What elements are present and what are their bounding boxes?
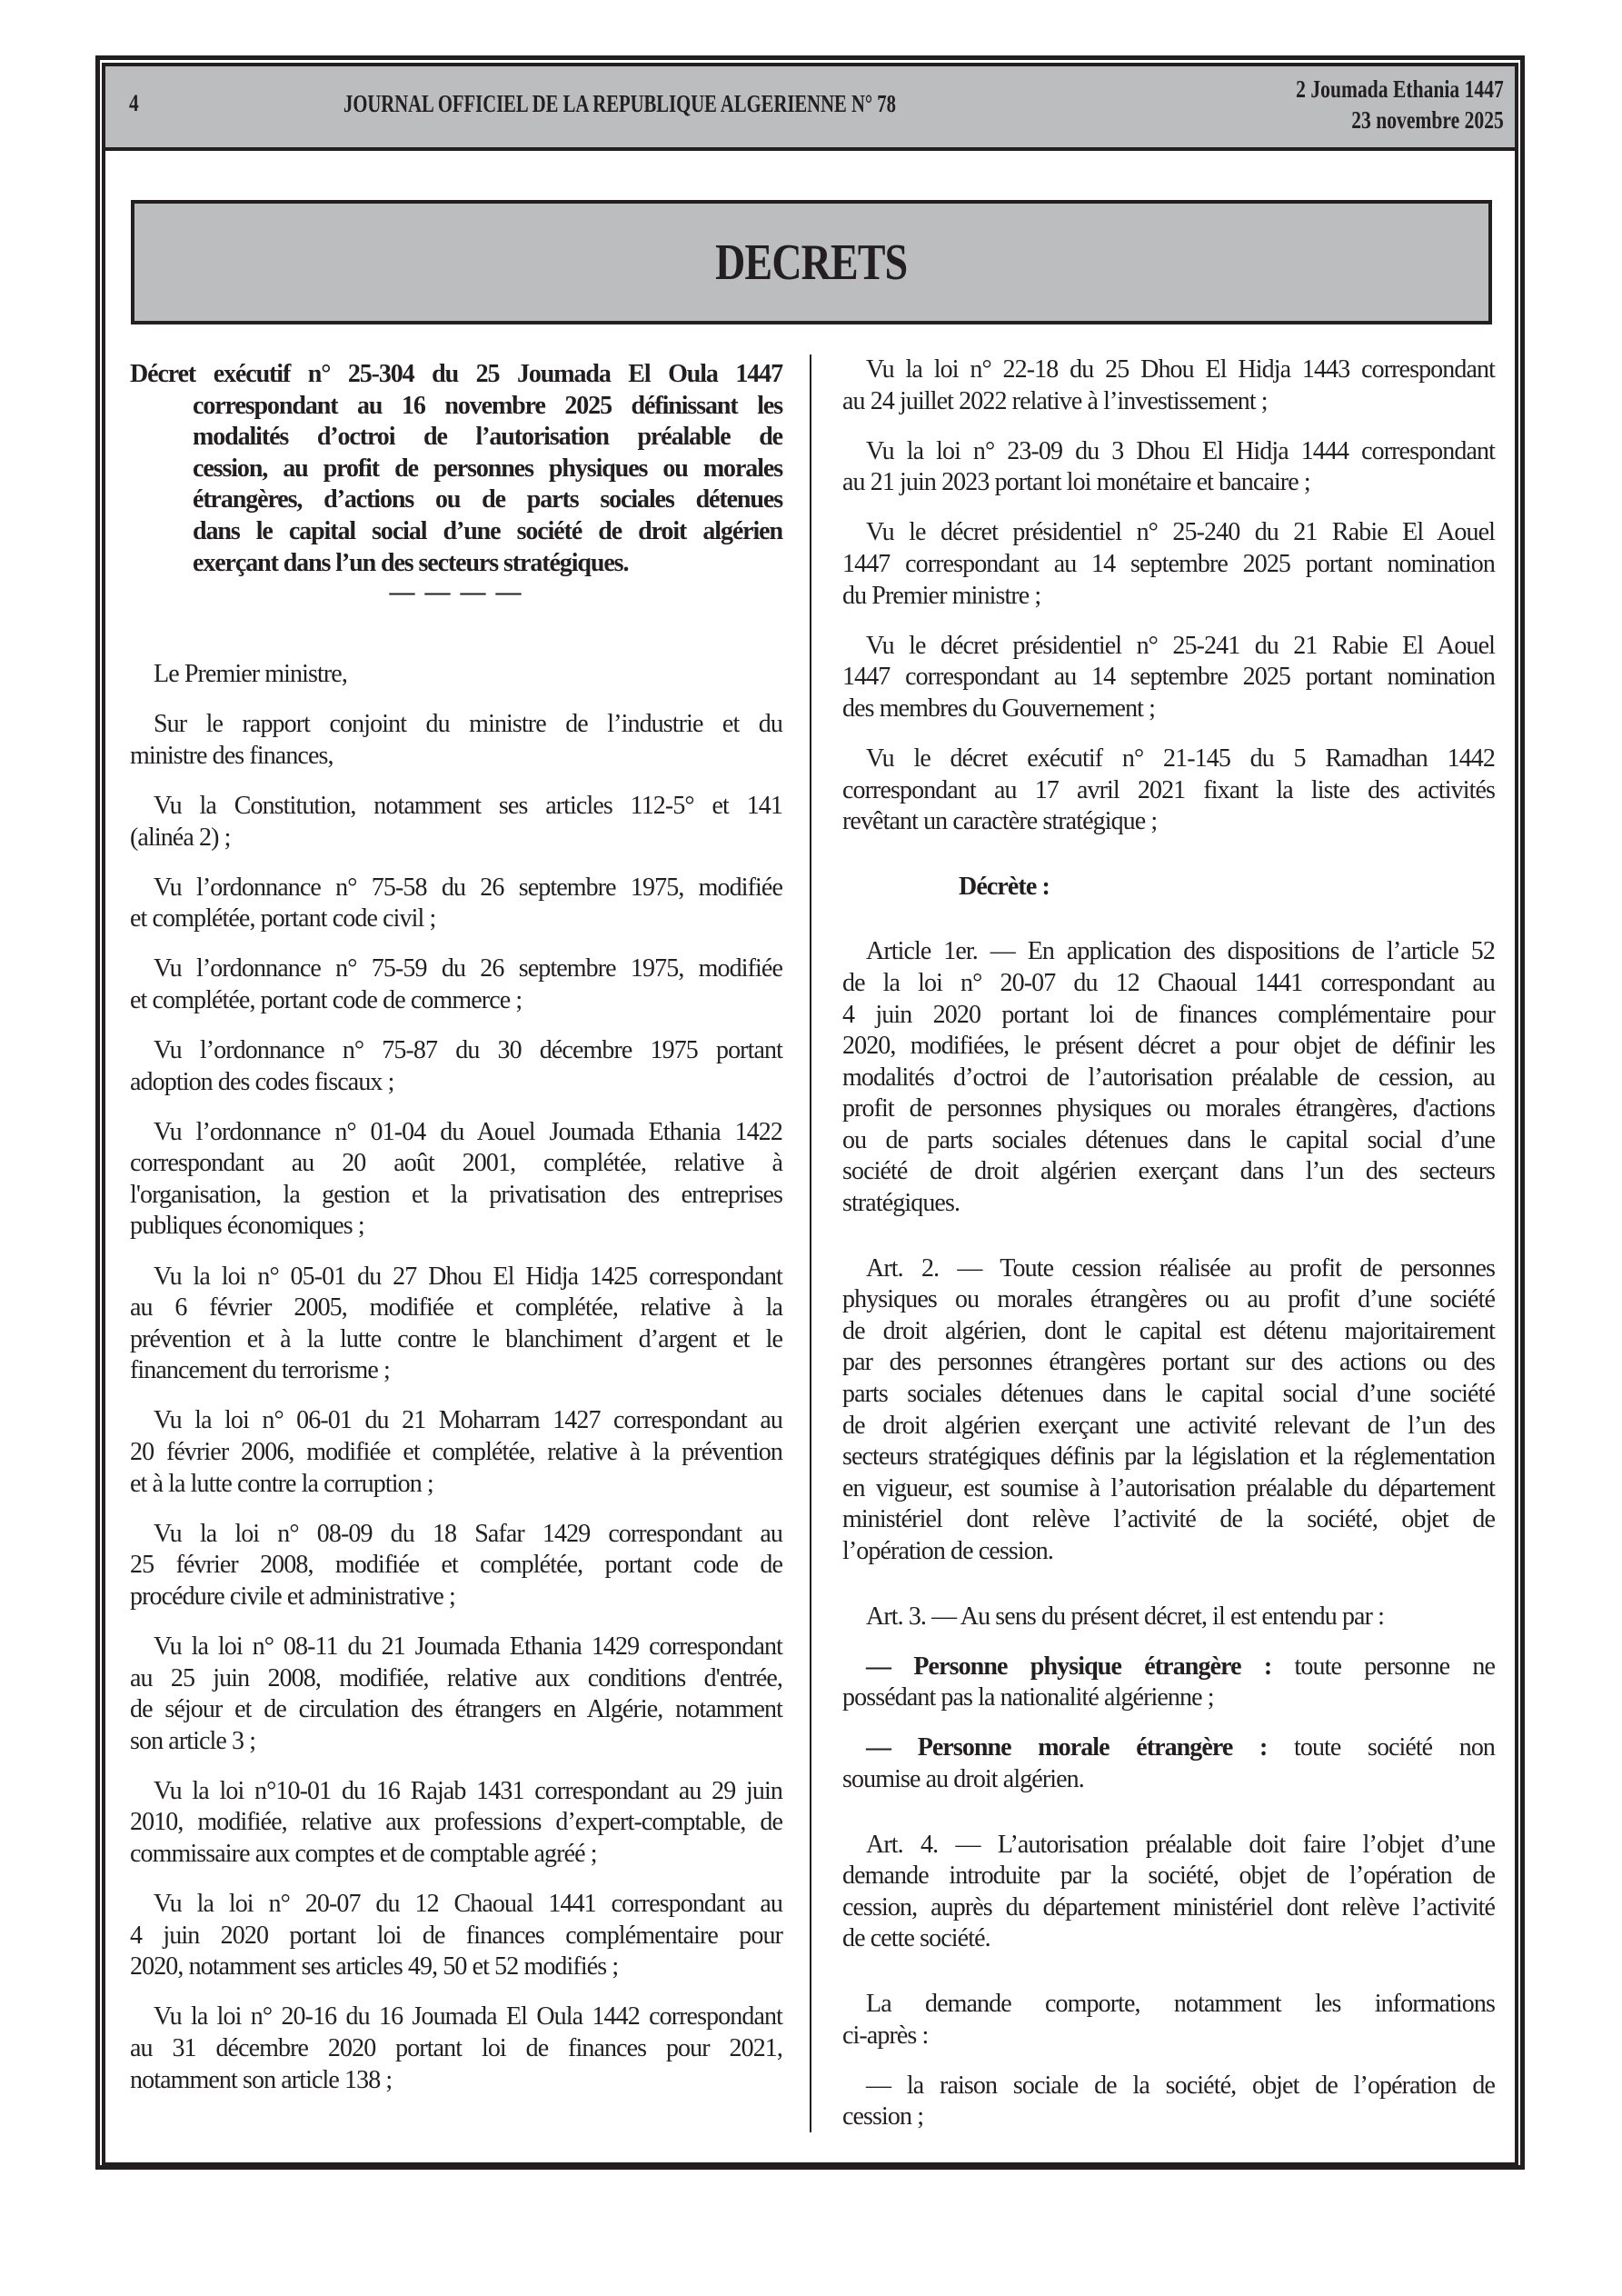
paragraph [130,1405,782,1500]
paragraph [842,354,1495,417]
text-line: secteurs stratégiques définis par la législation et la réglementation [842,1442,1495,1472]
paragraph [842,631,1495,725]
paragraph [842,1652,1495,1714]
text-line: l'organisation, la gestion et la privatisation des entreprises [130,1180,782,1209]
decree-title-line: correspondant au 16 novembre 2025 définissant les [193,391,782,420]
text-line [842,1652,1495,1683]
right-column-body [842,354,1495,2133]
issue-dates [1244,74,1504,135]
paragraph [842,936,1495,1219]
text-line: de la loi n° 20-07 du 12 Chaoual 1441 correspondant au [842,968,1495,997]
term-definition: toute personne ne [1271,1652,1495,1681]
text-line: 2010, modifiée, relative aux professions d’expert-comptable, de [130,1808,782,1837]
text-line: au 31 décembre 2020 portant loi de finances pour 2021, [130,2034,782,2063]
paragraph [842,2071,1495,2133]
paragraph [130,1519,782,1613]
text-line: prévention et à la lutte contre le blanchiment d’argent et le [130,1324,782,1353]
running-header [105,66,1515,151]
paragraph [842,1602,1495,1633]
text-line: Vu le décret présidentiel n° 25-241 du 21 Rabie El Aouel [866,631,1495,660]
text-line [842,1732,1495,1764]
paragraph [842,744,1495,838]
paragraph [130,1117,782,1243]
right-column [842,354,1495,2151]
text-line: Vu la loi n° 08-11 du 21 Joumada Ethania 1429 correspondant [154,1632,782,1661]
text-line: publiques économiques ; [130,1212,364,1241]
text-line: correspondant au 20 août 2001, complétée, relative à [130,1149,782,1178]
section-title: DECRETS [715,234,908,291]
text-line: son article 3 ; [130,1726,256,1755]
text-line: ou de parts sociales détenues dans le capital social d’une [842,1125,1495,1154]
text-line: 4 juin 2020 portant loi de finances complémentaire pour [130,1921,782,1950]
text-line: Vu l’ordonnance n° 75-59 du 26 septembre 1975, modifiée [154,954,782,983]
text-line: Article 1er. — En application des dispositions de l’article 52 [866,937,1495,966]
text-line: 1447 correspondant au 14 septembre 2025 portant nomination [842,663,1495,692]
text-line: Vu la loi n° 06-01 du 21 Moharram 1427 correspondant au [154,1406,782,1435]
text-line: 25 février 2008, modifiée et complétée, portant code de [130,1551,782,1580]
text-line: cession, auprès du département ministériel dont relève l’activité [842,1892,1495,1922]
paragraph [130,1262,782,1387]
text-line: procédure civile et administrative ; [130,1582,455,1611]
text-line: au 25 juin 2008, modifiée, relative aux conditions d'entrée, [130,1663,782,1692]
text-line: Le Premier ministre, [154,660,347,689]
paragraph [130,1776,782,1871]
heading-text: Décrète : [959,872,1050,901]
text-line: demande introduite par la société, objet de l’opération de [842,1862,1495,1891]
decree-title-line: Décret exécutif n° 25-304 du 25 Joumada El Oula 1447 [130,360,782,388]
text-line: 4 juin 2020 portant loi de finances complémentaire pour [842,1000,1495,1029]
text-line: l’opération de cession. [842,1537,1053,1565]
paragraph [130,1889,782,1983]
text-line: du Premier ministre ; [842,581,1041,610]
paragraph [842,517,1495,612]
text-line: des membres du Gouvernement ; [842,694,1156,723]
decree-title-line: dans le capital social d’une société de droit algérien [193,516,782,545]
paragraph [130,953,782,1016]
text-line: (alinéa 2) ; [130,823,231,852]
text-line: ministre des finances, [130,741,333,770]
text-line: Vu l’ordonnance n° 75-87 du 30 décembre 1975 portant [154,1036,782,1064]
text-line: Vu la Constitution, notamment ses articles 112-5° et 141 [154,791,782,820]
paragraph [842,1989,1495,2051]
text-line: Vu la loi n° 22-18 du 25 Dhou El Hidja 1443 correspondant [866,355,1495,384]
paragraph [130,709,782,772]
text-line: Vu la loi n° 20-07 du 12 Chaoual 1441 correspondant au [154,1890,782,1919]
term-label: — Personne physique étrangère : [866,1652,1272,1681]
text-line: en vigueur, est soumise à l’autorisation préalable du département [842,1473,1495,1502]
text-line: Vu la loi n° 23-09 du 3 Dhou El Hidja 1444 correspondant [866,436,1495,465]
title-separator: — — — — [389,578,523,607]
text-line: Vu l’ordonnance n° 75-58 du 26 septembre 1975, modifiée [154,873,782,902]
text-line: parts sociales détenues dans le capital social d’une société [842,1380,1495,1409]
paragraph [130,1632,782,1757]
paragraph [130,659,782,691]
text-line: physiques ou morales étrangères ou au profit d’une société [842,1285,1495,1314]
text-line: au 21 juin 2023 portant loi monétaire et bancaire ; [842,468,1310,497]
page-number: 4 [129,90,139,116]
paragraph [842,1732,1495,1795]
text-line: 2020, notamment ses articles 49, 50 et 52 modifiés ; [130,1952,619,1982]
text-line: Vu la loi n° 08-09 du 18 Safar 1429 correspondant au [154,1519,782,1548]
section-heading-box [131,200,1492,324]
decree-title-line: modalités d’octroi de l’autorisation préalable de [193,423,782,452]
text-line: de droit algérien, dont le capital est détenu majoritairement [842,1316,1495,1345]
left-column [130,359,782,2115]
text-line: possédant pas la nationalité algérienne ; [842,1683,1214,1712]
text-line: au 6 février 2005, modifiée et complétée, relative à la [130,1293,782,1323]
text-line: Art. 4. — L’autorisation préalable doit faire l’objet d’une [866,1830,1495,1859]
text-line: modalités d’octroi de l’autorisation préalable de cession, au [842,1063,1495,1092]
left-column-body [130,659,782,2096]
text-line: Vu le décret exécutif n° 21-145 du 5 Ramadhan 1442 [866,744,1495,773]
text-line: Vu la loi n°10-01 du 16 Rajab 1431 correspondant au 29 juin [154,1776,782,1805]
text-line: de droit algérien exerçant une activité relevant de l’un des [842,1411,1495,1440]
text-line: Art. 3. — Au sens du présent décret, il est entendu par : [866,1602,1384,1631]
paragraph [130,1035,782,1098]
text-line: 1447 correspondant au 14 septembre 2025 portant nomination [842,549,1495,578]
term-label: — Personne morale étrangère : [866,1733,1268,1762]
text-line: La demande comporte, notamment les informations [866,1989,1495,2018]
text-line: Vu la loi n° 20-16 du 16 Joumada El Oula 1442 correspondant [154,2002,782,2031]
text-line: et à la lutte contre la corruption ; [130,1469,433,1498]
text-line: — la raison sociale de la société, objet de l’opération de [866,2071,1495,2100]
text-line: de séjour et de circulation des étrangers en Algérie, notamment [130,1695,782,1724]
paragraph [130,2002,782,2096]
paragraph [842,1253,1495,1568]
decree-title-line: cession, au profit de personnes physiques ou morales [193,454,782,483]
paragraph [130,873,782,935]
decree-title [130,359,782,579]
journal-title: JOURNAL OFFICIEL DE LA REPUBLIQUE ALGERIENNE N° 78 [343,90,896,117]
paragraph [842,436,1495,499]
text-line: Sur le rapport conjoint du ministre de l’industrie et du [154,710,782,739]
text-line: et complétée, portant code de commerce ; [130,985,522,1014]
text-line: financement du terrorisme ; [130,1356,390,1385]
text-line: Art. 2. — Toute cession réalisée au profit de personnes [866,1253,1495,1283]
text-line: de cette société. [842,1924,990,1953]
text-line: cession ; [842,2102,924,2131]
decree-title-line: exerçant dans l’un des secteurs stratégiques. [193,548,629,577]
gregorian-date: 23 novembre 2025 [1351,106,1504,134]
text-line: soumise au droit algérien. [842,1764,1084,1793]
text-line: revêtant un caractère stratégique ; [842,807,1158,836]
text-line: 20 février 2006, modifiée et complétée, relative à la prévention [130,1438,782,1467]
text-line: 2020, modifiées, le présent décret a pour objet de définir les [842,1032,1495,1061]
text-line: et complétée, portant code civil ; [130,904,436,933]
text-line: ministériel dont relève l’activité de la société, objet de [842,1505,1495,1534]
text-line: société de droit algérien exerçant dans l’un des secteurs [842,1157,1495,1186]
text-line: stratégiques. [842,1189,960,1218]
paragraph [130,791,782,854]
term-definition: toute société non [1267,1733,1495,1762]
decree-title-line: étrangères, d’actions ou de parts sociales détenues [193,485,782,514]
hijri-date: 2 Joumada Ethania 1447 [1296,75,1504,103]
text-line: par des personnes étrangères portant sur des actions ou des [842,1348,1495,1377]
text-line: ci-après : [842,2021,929,2050]
decrete-heading [842,872,1495,903]
paragraph [842,1830,1495,1955]
text-line: notamment son article 138 ; [130,2065,393,2094]
text-line: Vu la loi n° 05-01 du 27 Dhou El Hidja 1425 correspondant [154,1262,782,1291]
text-line: profit de personnes physiques ou morales étrangères, d'actions [842,1094,1495,1123]
text-line: Vu l’ordonnance n° 01-04 du Aouel Joumada Ethania 1422 [154,1117,782,1146]
text-line: adoption des codes fiscaux ; [130,1067,394,1096]
text-line: au 24 juillet 2022 relative à l’investissement ; [842,386,1268,415]
text-line: commissaire aux comptes et de comptable agréé ; [130,1840,597,1869]
text-line: Vu le décret présidentiel n° 25-240 du 21 Rabie El Aouel [866,518,1495,547]
text-line: correspondant au 17 avril 2021 fixant la liste des activités [842,775,1495,804]
column-divider [810,354,811,2132]
